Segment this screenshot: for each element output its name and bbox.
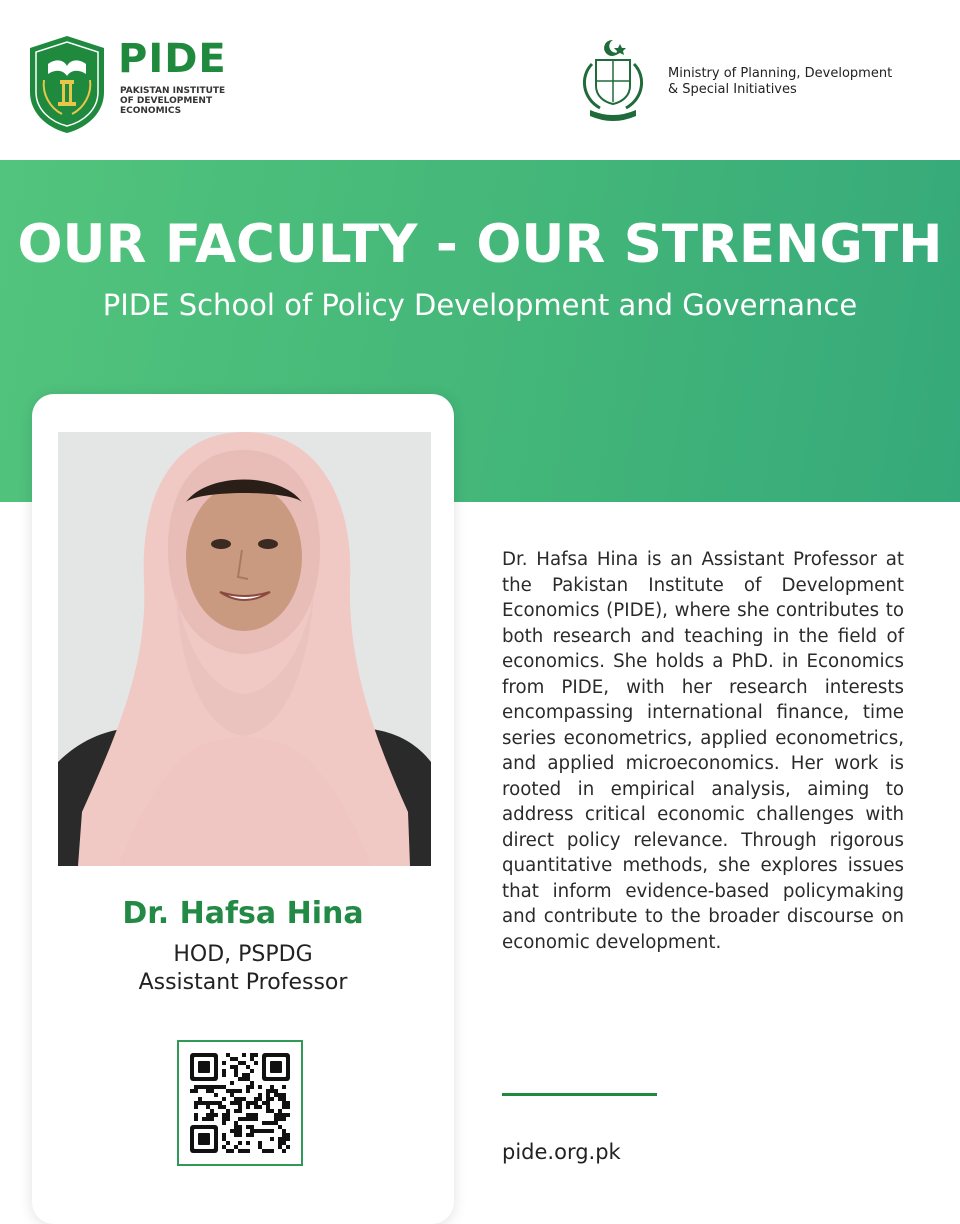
pide-shield-icon (28, 34, 106, 134)
pakistan-state-emblem-icon (570, 36, 656, 122)
header (0, 0, 960, 160)
qr-code[interactable] (177, 1040, 303, 1166)
ministry-line-1: Ministry of Planning, Development (668, 66, 893, 81)
banner-subtitle: PIDE School of Policy Development and Governance (102, 288, 858, 322)
faculty-role-hod: HOD, PSPDG (173, 942, 313, 967)
pide-logo[interactable] (28, 34, 228, 134)
pide-subtitle (120, 86, 240, 116)
faculty-name: Dr. Hafsa Hina (122, 896, 364, 931)
faculty-portrait (58, 432, 431, 866)
pide-wordmark: PIDE (118, 36, 227, 82)
pide-subtitle-line-2: OF DEVELOPMENT (120, 96, 213, 106)
ministry-logo[interactable] (570, 36, 940, 126)
pide-subtitle-line-1: PAKISTAN INSTITUTE (120, 86, 226, 96)
divider (502, 1093, 657, 1096)
portrait-illustration (58, 432, 431, 866)
pide-subtitle-line-3: ECONOMICS (120, 106, 182, 116)
faculty-role-title: Assistant Professor (138, 970, 348, 995)
ministry-line-2: & Special Initiatives (668, 82, 797, 97)
website-link[interactable]: pide.org.pk (502, 1140, 621, 1164)
faculty-bio: Dr. Hafsa Hina is an Assistant Professor at the Pakistan Institute of Development Economics (PIDE), where she contributes to both research and teaching in the field of economics. She holds a PhD. in Economics from PIDE, with her research interests encompassing international finance, time series econometrics, applied econometrics, and applied microeconomics. Her work is rooted in empirical analysis, aiming to address critical economic challenges with direct policy relevance. Through rigorous quantitative methods, she explores issues that inform evidence-based policymaking and contribute to the broader discourse on economic development. (502, 549, 904, 953)
qr-code-icon (179, 1042, 301, 1164)
banner-title: OUR FACULTY - OUR STRENGTH (17, 214, 943, 275)
ministry-name (668, 66, 892, 98)
